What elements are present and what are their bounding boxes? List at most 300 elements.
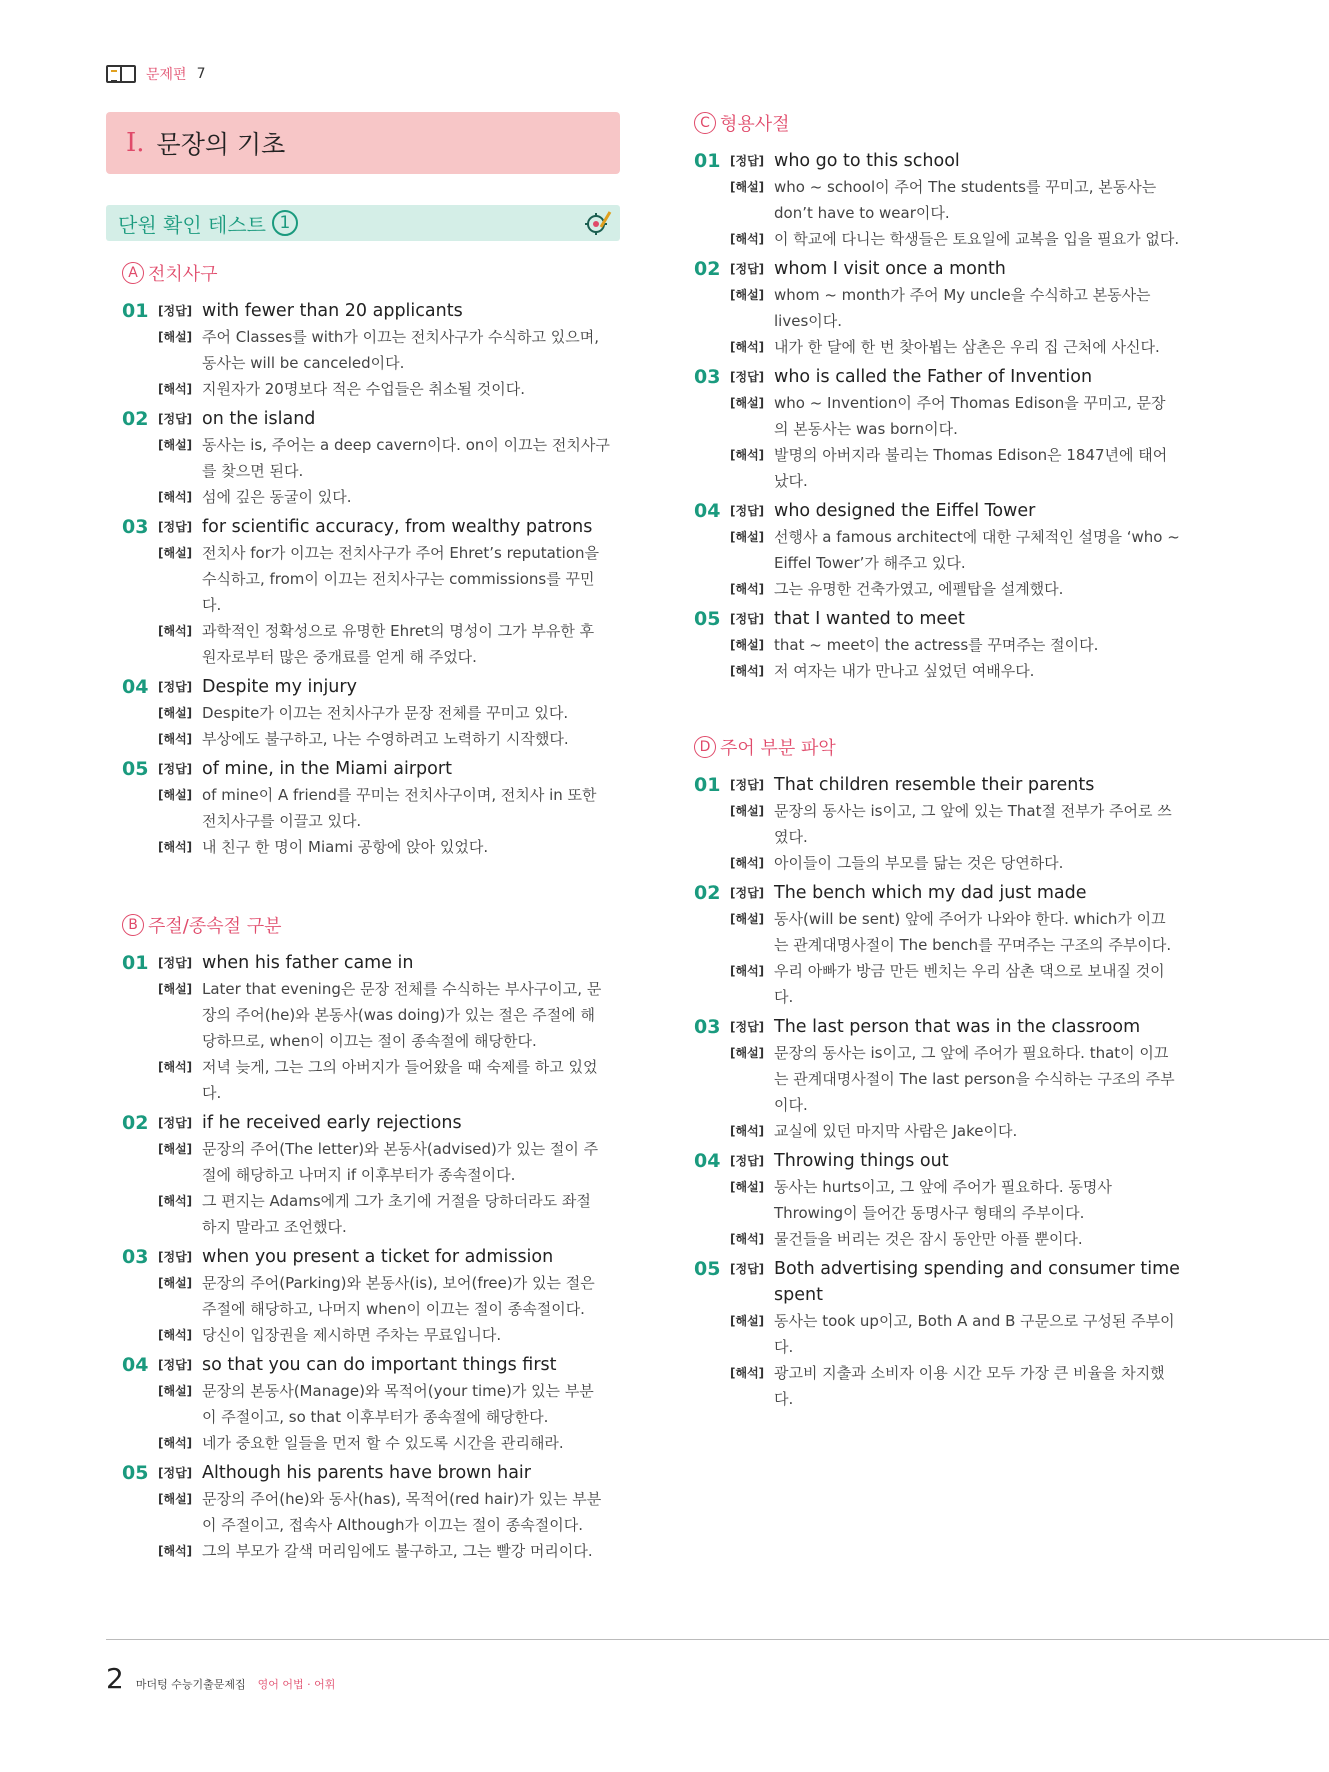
explanation-tag: [해설] — [158, 706, 193, 720]
answer-row — [730, 256, 1184, 282]
question-item — [122, 674, 612, 752]
translation-line: 그 편지는 Adams에게 그가 초기에 거절을 당하더라도 좌절 — [202, 1192, 591, 1210]
explanation-line: 동사는 hurts이고, 그 앞에 주어가 필요하다. 동명사 — [774, 1178, 1112, 1196]
answer-text: who is called the Father of Invention — [774, 367, 1093, 387]
translation-line: 과학적인 정확성으로 유명한 Ehret의 명성이 그가 부유한 후 — [202, 622, 595, 640]
explanation-line: 문장의 본동사(Manage)와 목적어(your time)가 있는 부분 — [202, 1382, 594, 1400]
answer-text: That children resemble their parents — [774, 775, 1095, 795]
left-column — [122, 258, 612, 1564]
explanation-tag: [해설] — [158, 1384, 193, 1398]
explanation-tag: [해설] — [158, 982, 193, 996]
translation-row — [158, 376, 612, 402]
unit-title: 단원 확인 테스트 — [118, 212, 266, 237]
explanation-text — [202, 432, 610, 484]
translation-text — [774, 226, 1179, 252]
translation-tag: [해석] — [730, 1366, 765, 1380]
question-number: 05 — [122, 758, 149, 780]
section-title: 전치사구 — [148, 264, 218, 285]
section-letter-badge: A — [122, 262, 144, 284]
explanation-line: 문장의 주어(he)와 동사(has), 목적어(red hair)가 있는 부분 — [202, 1490, 602, 1508]
question-body — [730, 256, 1184, 360]
explanation-row — [158, 1486, 612, 1538]
translation-row — [730, 658, 1184, 684]
translation-text — [774, 1226, 1083, 1252]
question-body — [730, 1148, 1184, 1252]
translation-text — [202, 1538, 593, 1564]
translation-line: 섬에 깊은 동굴이 있다. — [202, 488, 352, 506]
explanation-line: 의 본동사는 was born이다. — [774, 420, 958, 438]
translation-row — [158, 1188, 612, 1240]
translation-text — [202, 1430, 564, 1456]
question-body — [158, 298, 612, 402]
explanation-tag: [해설] — [730, 288, 765, 302]
section-title: 주절/종속절 구분 — [148, 916, 282, 937]
answer-tag: [정답] — [730, 886, 765, 900]
translation-text — [774, 1118, 1017, 1144]
question-number: 05 — [694, 1258, 721, 1280]
section-title: 주어 부분 파악 — [720, 738, 836, 759]
explanation-tag: [해설] — [158, 330, 193, 344]
answer-row — [158, 298, 612, 324]
explanation-line: 를 찾으면 된다. — [202, 462, 304, 480]
explanation-text — [202, 976, 601, 1054]
explanation-row — [730, 798, 1184, 850]
question-item — [122, 1110, 612, 1240]
explanation-line: who ~ school이 주어 The students를 꾸미고, 본동사는 — [774, 178, 1157, 196]
answer-tag: [정답] — [730, 778, 765, 792]
explanation-text — [202, 782, 597, 834]
translation-row — [158, 834, 612, 860]
section-letter-badge: C — [694, 112, 716, 134]
question-body — [158, 756, 612, 860]
answer-row — [158, 1244, 612, 1270]
answer-tag: [정답] — [158, 1250, 193, 1264]
explanation-text — [774, 282, 1151, 334]
translation-row — [730, 1360, 1184, 1412]
answer-row — [730, 1014, 1184, 1040]
gear-pencil-icon — [584, 209, 612, 237]
chapter-title: 문장의 기초 — [156, 130, 286, 159]
question-number: 01 — [122, 300, 149, 322]
answer-text: Despite my injury — [202, 677, 357, 697]
translation-text — [774, 958, 1165, 1010]
explanation-line: 문장의 주어(Parking)와 본동사(is), 보어(free)가 있는 절은 — [202, 1274, 595, 1292]
explanation-line: 동사는 took up이고, Both A and B 구문으로 구성된 주부이 — [774, 1312, 1175, 1330]
translation-text — [202, 1322, 501, 1348]
explanation-text — [774, 1174, 1112, 1226]
question-body — [158, 1352, 612, 1456]
translation-row — [730, 226, 1184, 252]
question-item — [694, 498, 1184, 602]
explanation-tag: [해설] — [158, 1492, 193, 1506]
translation-line: 이 학교에 다니는 학생들은 토요일에 교복을 입을 필요가 없다. — [774, 230, 1180, 248]
question-number: 01 — [122, 952, 149, 974]
translation-tag: [해석] — [730, 232, 765, 246]
translation-tag: [해석] — [730, 1232, 765, 1246]
translation-tag: [해석] — [730, 1124, 765, 1138]
question-body — [730, 364, 1184, 494]
explanation-tag: [해설] — [730, 804, 765, 818]
explanation-row — [158, 1270, 612, 1322]
question-item — [122, 756, 612, 860]
question-number: 01 — [694, 150, 721, 172]
answer-row — [730, 606, 1184, 632]
translation-row — [730, 442, 1184, 494]
explanation-line: 전치사 for가 이끄는 전치사구가 주어 Ehret’s reputation을 — [202, 544, 599, 562]
answer-text: for scientific accuracy, from wealthy patrons — [202, 517, 593, 537]
explanation-line: 전치사구를 이끌고 있다. — [202, 812, 362, 830]
explanation-row — [158, 1378, 612, 1430]
answer-tag: [정답] — [730, 1020, 765, 1034]
translation-text — [202, 1054, 597, 1106]
translation-text — [202, 726, 569, 752]
answer-tag: [정답] — [730, 1262, 765, 1276]
book-subject: 영어 어법 · 어휘 — [257, 1678, 336, 1691]
question-item — [694, 772, 1184, 876]
answer-tag: [정답] — [730, 262, 765, 276]
section-heading — [694, 732, 1184, 762]
translation-row — [158, 1538, 612, 1564]
answer-text: whom I visit once a month — [774, 259, 1006, 279]
explanation-tag: [해설] — [730, 1046, 765, 1060]
answer-row — [158, 406, 612, 432]
answer-row — [158, 1110, 612, 1136]
answer-text: when his father came in — [202, 953, 414, 973]
translation-line: 저 여자는 내가 만나고 싶었던 여배우다. — [774, 662, 1035, 680]
translation-line: 물건들을 버리는 것은 잠시 동안만 아플 뿐이다. — [774, 1230, 1083, 1248]
footer-divider — [106, 1639, 1329, 1640]
explanation-row — [158, 432, 612, 484]
translation-line: 발명의 아버지라 불리는 Thomas Edison은 1847년에 태어 — [774, 446, 1168, 464]
answer-text: on the island — [202, 409, 316, 429]
page-footer — [106, 1662, 335, 1695]
explanation-tag: [해설] — [158, 438, 193, 452]
question-number: 01 — [694, 774, 721, 796]
translation-tag: [해석] — [730, 856, 765, 870]
question-body — [730, 1014, 1184, 1144]
explanation-text — [202, 1270, 595, 1322]
translation-tag: [해석] — [730, 340, 765, 354]
translation-row — [730, 1118, 1184, 1144]
answer-text: so that you can do important things first — [202, 1355, 557, 1375]
translation-text — [774, 1360, 1165, 1412]
answer-text: The last person that was in the classroom — [774, 1017, 1141, 1037]
question-body — [158, 1244, 612, 1348]
answer-row — [158, 950, 612, 976]
explanation-line: 문장의 동사는 is이고, 그 앞에 있는 That절 전부가 주어로 쓰 — [774, 802, 1172, 820]
answer-row — [730, 498, 1184, 524]
translation-tag: [해석] — [730, 964, 765, 978]
translation-tag: [해석] — [158, 624, 193, 638]
section-title: 형용사절 — [720, 114, 790, 135]
question-item — [122, 298, 612, 402]
header-page: 7 — [196, 66, 206, 82]
explanation-text — [202, 1378, 594, 1430]
explanation-line: 이 주절이고, 접속사 Although가 이끄는 절이 종속절이다. — [202, 1516, 583, 1534]
explanation-line: 이다. — [774, 1096, 808, 1114]
explanation-row — [158, 1136, 612, 1188]
explanation-line: Later that evening은 문장 전체를 수식하는 부사구이고, 문 — [202, 980, 602, 998]
answer-tag: [정답] — [730, 612, 765, 626]
translation-line: 당신이 입장권을 제시하면 주차는 무료입니다. — [202, 1326, 502, 1344]
question-body — [158, 514, 612, 670]
explanation-tag: [해설] — [730, 1314, 765, 1328]
header-label: 문제편 — [146, 67, 187, 83]
answer-text: if he received early rejections — [202, 1113, 462, 1133]
translation-line: 교실에 있던 마지막 사람은 Jake이다. — [774, 1122, 1018, 1140]
translation-line: 아이들이 그들의 부모를 닮는 것은 당연하다. — [774, 854, 1064, 872]
running-header — [106, 64, 206, 84]
explanation-line: 절에 해당하고 나머지 if 이후부터가 종속절이다. — [202, 1166, 516, 1184]
translation-tag: [해석] — [158, 1328, 193, 1342]
translation-line: 우리 아빠가 방금 만든 벤치는 우리 삼촌 댁으로 보내질 것이 — [774, 962, 1165, 980]
explanation-line: that ~ meet이 the actress를 꾸며주는 절이다. — [774, 636, 1099, 654]
translation-row — [158, 726, 612, 752]
translation-text — [202, 376, 525, 402]
question-number: 04 — [122, 676, 149, 698]
explanation-row — [730, 174, 1184, 226]
translation-line: 다. — [202, 1084, 222, 1102]
question-item — [694, 606, 1184, 684]
question-item — [694, 1148, 1184, 1252]
explanation-text — [202, 700, 568, 726]
explanation-line: lives이다. — [774, 312, 843, 330]
explanation-line: 다. — [202, 596, 222, 614]
translation-line: 그의 부모가 갈색 머리임에도 불구하고, 그는 빨강 머리이다. — [202, 1542, 593, 1560]
question-item — [694, 256, 1184, 360]
question-item — [122, 1244, 612, 1348]
question-body — [730, 148, 1184, 252]
section-heading — [122, 258, 612, 288]
answer-text: Both advertising spending and consumer time spent — [774, 1259, 1180, 1305]
translation-line: 내가 한 달에 한 번 찾아뵙는 삼촌은 우리 집 근처에 사신다. — [774, 338, 1160, 356]
explanation-tag: [해설] — [730, 180, 765, 194]
explanation-row — [730, 282, 1184, 334]
translation-row — [158, 618, 612, 670]
answer-row — [158, 674, 612, 700]
question-body — [158, 1110, 612, 1240]
answer-text: Throwing things out — [774, 1151, 949, 1171]
explanation-tag: [해설] — [158, 1142, 193, 1156]
explanation-line: who ~ Invention이 주어 Thomas Edison을 꾸미고, 문장 — [774, 394, 1166, 412]
translation-line: 다. — [774, 988, 794, 1006]
question-body — [730, 880, 1184, 1010]
section-heading — [122, 910, 612, 940]
answer-row — [730, 364, 1184, 390]
explanation-tag: [해설] — [158, 788, 193, 802]
explanation-row — [730, 1308, 1184, 1360]
translation-text — [774, 334, 1160, 360]
section-b — [122, 910, 612, 1564]
explanation-tag: [해설] — [730, 1180, 765, 1194]
question-item — [122, 1460, 612, 1564]
translation-row — [730, 958, 1184, 1010]
explanation-line: 이 주절이고, so that 이후부터가 종속절에 해당한다. — [202, 1408, 549, 1426]
answer-tag: [정답] — [158, 412, 193, 426]
translation-row — [158, 1430, 612, 1456]
answer-text: Although his parents have brown hair — [202, 1463, 531, 1483]
translation-tag: [해석] — [730, 448, 765, 462]
translation-line: 원자로부터 많은 중개료를 얻게 해 주었다. — [202, 648, 477, 666]
explanation-line: 는 관계대명사절이 The last person을 수식하는 구조의 주부 — [774, 1070, 1175, 1088]
question-body — [730, 772, 1184, 876]
translation-tag: [해석] — [158, 732, 193, 746]
explanation-row — [730, 1174, 1184, 1226]
answer-text: who designed the Eiffel Tower — [774, 501, 1036, 521]
question-number: 02 — [122, 408, 149, 430]
question-item — [122, 1352, 612, 1456]
answer-row — [730, 1148, 1184, 1174]
translation-row — [730, 1226, 1184, 1252]
answer-tag: [정답] — [158, 1116, 193, 1130]
translation-line: 지원자가 20명보다 적은 수업들은 취소될 것이다. — [202, 380, 526, 398]
translation-tag: [해석] — [158, 1544, 193, 1558]
answer-row — [158, 1460, 612, 1486]
translation-row — [158, 484, 612, 510]
translation-tag: [해석] — [158, 840, 193, 854]
answer-tag: [정답] — [730, 1154, 765, 1168]
translation-row — [158, 1054, 612, 1106]
question-number: 04 — [122, 1354, 149, 1376]
answer-tag: [정답] — [730, 370, 765, 384]
explanation-tag: [해설] — [158, 1276, 193, 1290]
explanation-line: don’t have to wear이다. — [774, 204, 950, 222]
question-number: 05 — [694, 608, 721, 630]
answer-tag: [정답] — [158, 520, 193, 534]
question-body — [158, 1460, 612, 1564]
chapter-numeral: I. — [126, 128, 145, 158]
explanation-tag: [해설] — [730, 638, 765, 652]
explanation-line: 동사는 is, 주어는 a deep cavern이다. on이 이끄는 전치사구 — [202, 436, 610, 454]
question-number: 03 — [122, 1246, 149, 1268]
answer-text: The bench which my dad just made — [774, 883, 1087, 903]
explanation-row — [730, 1040, 1184, 1118]
section-c — [694, 108, 1184, 684]
explanation-line: of mine이 A friend를 꾸미는 전치사구이며, 전치사 in 또한 — [202, 786, 597, 804]
explanation-text — [774, 632, 1098, 658]
translation-tag: [해석] — [158, 382, 193, 396]
explanation-line: whom ~ month가 주어 My uncle을 수식하고 본동사는 — [774, 286, 1151, 304]
explanation-row — [730, 524, 1184, 576]
answer-row — [158, 514, 612, 540]
question-item — [694, 1014, 1184, 1144]
explanation-text — [774, 390, 1165, 442]
translation-tag: [해석] — [730, 582, 765, 596]
explanation-text — [202, 324, 599, 376]
explanation-line: 선행사 a famous architect에 대한 구체적인 설명을 ‘who ~ — [774, 528, 1180, 546]
translation-line: 났다. — [774, 472, 808, 490]
question-number: 03 — [694, 366, 721, 388]
answer-tag: [정답] — [158, 1358, 193, 1372]
answer-tag: [정답] — [730, 154, 765, 168]
explanation-text — [774, 524, 1180, 576]
answer-tag: [정답] — [730, 504, 765, 518]
explanation-text — [774, 1308, 1175, 1360]
question-number: 03 — [122, 516, 149, 538]
section-a — [122, 258, 612, 860]
answer-row — [158, 1352, 612, 1378]
explanation-text — [202, 1486, 601, 1538]
answer-tag: [정답] — [158, 680, 193, 694]
translation-row — [158, 1322, 612, 1348]
explanation-tag: [해설] — [730, 912, 765, 926]
answer-row — [730, 772, 1184, 798]
question-number: 02 — [122, 1112, 149, 1134]
answer-tag: [정답] — [158, 1466, 193, 1480]
answer-tag: [정답] — [158, 762, 193, 776]
section-heading — [694, 108, 1184, 138]
translation-row — [730, 576, 1184, 602]
unit-banner — [106, 205, 620, 241]
translation-line: 저녁 늦게, 그는 그의 아버지가 들어왔을 때 숙제를 하고 있었 — [202, 1058, 598, 1076]
translation-tag: [해석] — [158, 490, 193, 504]
translation-line: 부상에도 불구하고, 나는 수영하려고 노력하기 시작했다. — [202, 730, 569, 748]
explanation-row — [158, 540, 612, 618]
question-number: 04 — [694, 1150, 721, 1172]
translation-tag: [해석] — [158, 1060, 193, 1074]
right-column — [694, 108, 1184, 1412]
question-number: 02 — [694, 258, 721, 280]
answer-row — [730, 1256, 1184, 1308]
question-number: 03 — [694, 1016, 721, 1038]
explanation-line: 장의 주어(he)와 본동사(was doing)가 있는 절은 주절에 해 — [202, 1006, 596, 1024]
section-letter-badge: B — [122, 914, 144, 936]
explanation-line: 문장의 주어(The letter)와 본동사(advised)가 있는 절이 주 — [202, 1140, 599, 1158]
explanation-text — [202, 540, 599, 618]
translation-tag: [해석] — [158, 1194, 193, 1208]
explanation-text — [774, 906, 1171, 958]
explanation-line: 다. — [774, 1338, 794, 1356]
section-d — [694, 732, 1184, 1412]
explanation-row — [158, 782, 612, 834]
explanation-line: 주절에 해당하고, 나머지 when이 이끄는 절이 종속절이다. — [202, 1300, 585, 1318]
explanation-line: 동사(will be sent) 앞에 주어가 나와야 한다. which가 이끄 — [774, 910, 1166, 928]
explanation-tag: [해설] — [730, 396, 765, 410]
explanation-row — [730, 632, 1184, 658]
answer-text: who go to this school — [774, 151, 960, 171]
answer-row — [158, 756, 612, 782]
answer-tag: [정답] — [158, 304, 193, 318]
explanation-line: Despite가 이끄는 전치사구가 문장 전체를 꾸미고 있다. — [202, 704, 569, 722]
explanation-text — [774, 1040, 1175, 1118]
question-item — [122, 406, 612, 510]
answer-row — [730, 148, 1184, 174]
section-letter-badge: D — [694, 736, 716, 758]
explanation-text — [202, 1136, 598, 1188]
explanation-line: 문장의 동사는 is이고, 그 앞에 주어가 필요하다. that이 이끄 — [774, 1044, 1169, 1062]
explanation-line: 주어 Classes를 with가 이끄는 전치사구가 수식하고 있으며, — [202, 328, 600, 346]
question-body — [158, 674, 612, 752]
translation-text — [774, 576, 1063, 602]
translation-line: 그는 유명한 건축가였고, 에펠탑을 설계했다. — [774, 580, 1064, 598]
explanation-tag: [해설] — [158, 546, 193, 560]
explanation-line: 당하므로, when이 이끄는 절이 종속절에 해당한다. — [202, 1032, 537, 1050]
question-number: 02 — [694, 882, 721, 904]
question-body — [730, 1256, 1184, 1412]
unit-number-badge: 1 — [272, 210, 298, 236]
explanation-row — [158, 324, 612, 376]
translation-line: 하지 말라고 조언했다. — [202, 1218, 347, 1236]
translation-line: 광고비 지출과 소비자 이용 시간 모두 가장 큰 비율을 차지했 — [774, 1364, 1165, 1382]
translation-row — [730, 850, 1184, 876]
question-item — [694, 1256, 1184, 1412]
answer-text: with fewer than 20 applicants — [202, 301, 463, 321]
question-item — [694, 148, 1184, 252]
answer-text: that I wanted to meet — [774, 609, 965, 629]
chapter-banner — [106, 112, 620, 174]
explanation-line: 동사는 will be canceled이다. — [202, 354, 405, 372]
explanation-row — [730, 390, 1184, 442]
